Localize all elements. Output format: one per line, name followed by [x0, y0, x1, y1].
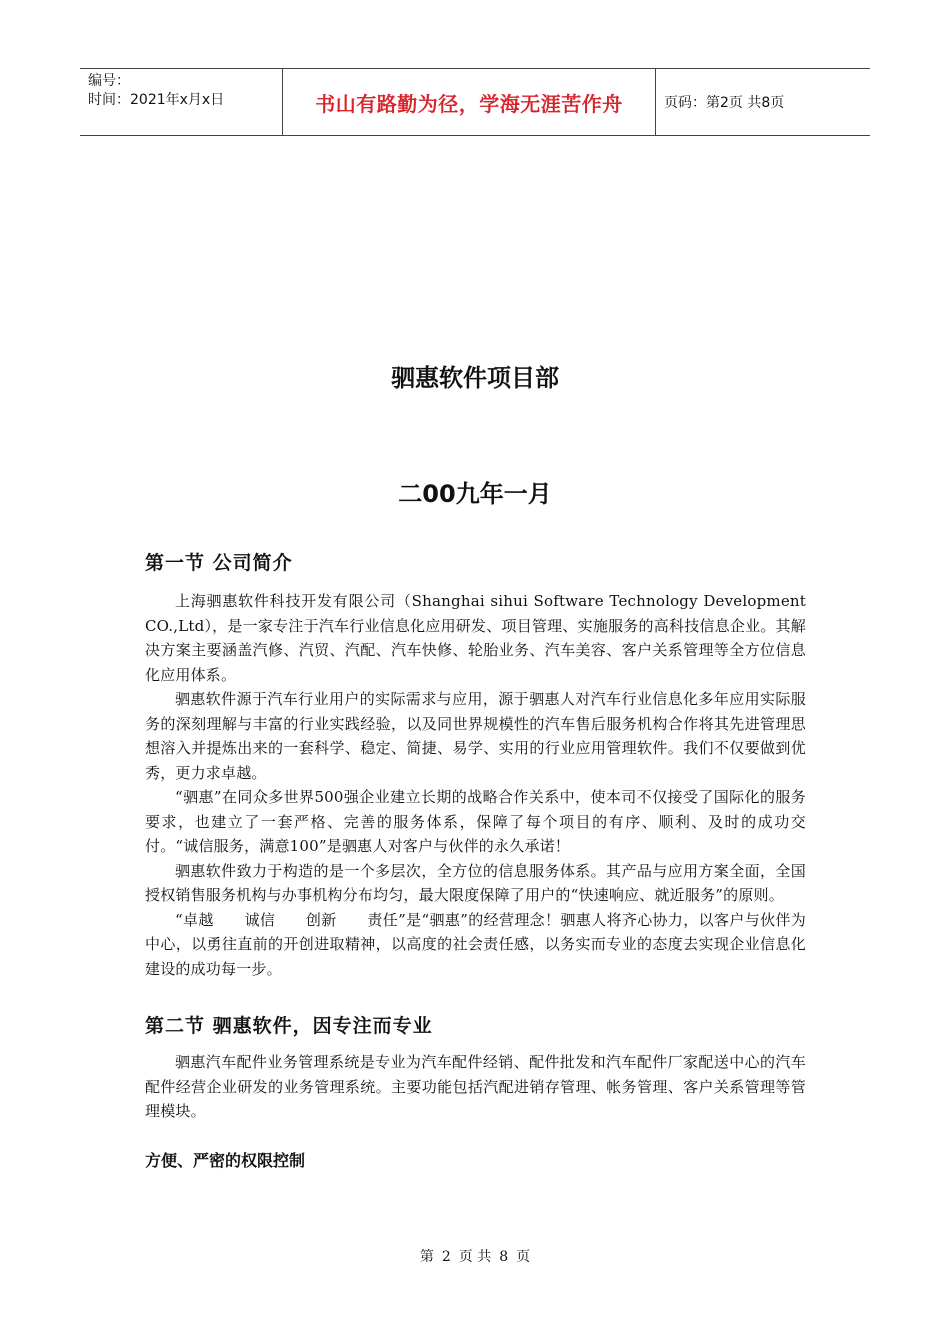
header-motto-cell — [282, 69, 656, 135]
section2-heading: 第二节 驷惠软件，因专注而专业 — [145, 1015, 433, 1037]
header-meta — [80, 69, 282, 135]
section1-paragraph: “卓越 诚信 创新 责任”是“驷惠”的经营理念！驷惠人将齐心协力，以客户与伙伴为中心，以勇往直前的开创进取精神，以高度的社会责任感，以务实而专业的态度去实现企业信息化建设的成功每一步。 — [145, 910, 806, 978]
footer-page-number: 2 — [441, 1249, 451, 1265]
page-header — [80, 68, 870, 136]
date-title: 二00九年一月 — [398, 480, 552, 508]
section1-paragraph: 上海驷惠软件科技开发有限公司（Shanghai sihui Software Technology Development CO.,Ltd），是一家专注于汽车行业信息化应用研发、项目管理、实施服务的高科技信息企业。其解决方案主要涵盖汽修、汽贸、汽配、汽车快修、轮胎业务、汽车美容、客户关系管理等全方位信息化应用体系。 — [145, 592, 806, 684]
footer-middle: 页 共 — [458, 1249, 492, 1265]
section2-subheading: 方便、严密的权限控制 — [145, 1150, 306, 1170]
section2-paragraph: 驷惠汽车配件业务管理系统是专业为汽车配件经销、配件批发和汽车配件厂家配送中心的汽车配件经营企业研发的业务管理系统。主要功能包括汽配进销存管理、帐务管理、客户关系管理等管理模块。 — [145, 1053, 806, 1120]
time-label: 时间：2021年x月x日 — [88, 92, 225, 108]
page-info-text: 页码：第2页 共8页 — [664, 95, 785, 111]
footer-total-pages: 8 — [499, 1249, 509, 1265]
section1-paragraph: 驷惠软件致力于构造的是一个多层次，全方位的信息服务体系。其产品与应用方案全面，全国授权销售服务机构与办事机构分布均匀，最大限度保障了用户的“快速响应、就近服务”的原则。 — [145, 861, 806, 904]
motto-text: 书山有路勤为径，学海无涯苦作舟 — [315, 91, 623, 116]
number-label: 编号： — [88, 73, 130, 89]
header-page-info — [656, 69, 870, 135]
footer-suffix: 页 — [516, 1249, 531, 1265]
section1-paragraph: “驷惠”在同众多世界500强企业建立长期的战略合作关系中，使本司不仅接受了国际化的服务要求，也建立了一套严格、完善的服务体系，保障了每个项目的有序、顺利、及时的成功交付。“诚信服务，满意100”是驷惠人对客户与伙伴的永久承诺！ — [145, 788, 806, 855]
section1-paragraph: 驷惠软件源于汽车行业用户的实际需求与应用，源于驷惠人对汽车行业信息化多年应用实际服务的深刻理解与丰富的行业实践经验，以及同世界规模性的汽车售后服务机构合作将其先进管理思想溶入并提炼出来的一套科学、稳定、简捷、易学、实用的行业应用管理软件。我们不仅要做到优秀，更力求卓越。 — [145, 690, 806, 782]
department-title: 驷惠软件项目部 — [391, 364, 559, 392]
section1-heading: 第一节 公司简介 — [145, 552, 293, 574]
document-body — [145, 548, 806, 1171]
page-footer — [0, 1246, 950, 1266]
footer-prefix: 第 — [419, 1249, 434, 1265]
